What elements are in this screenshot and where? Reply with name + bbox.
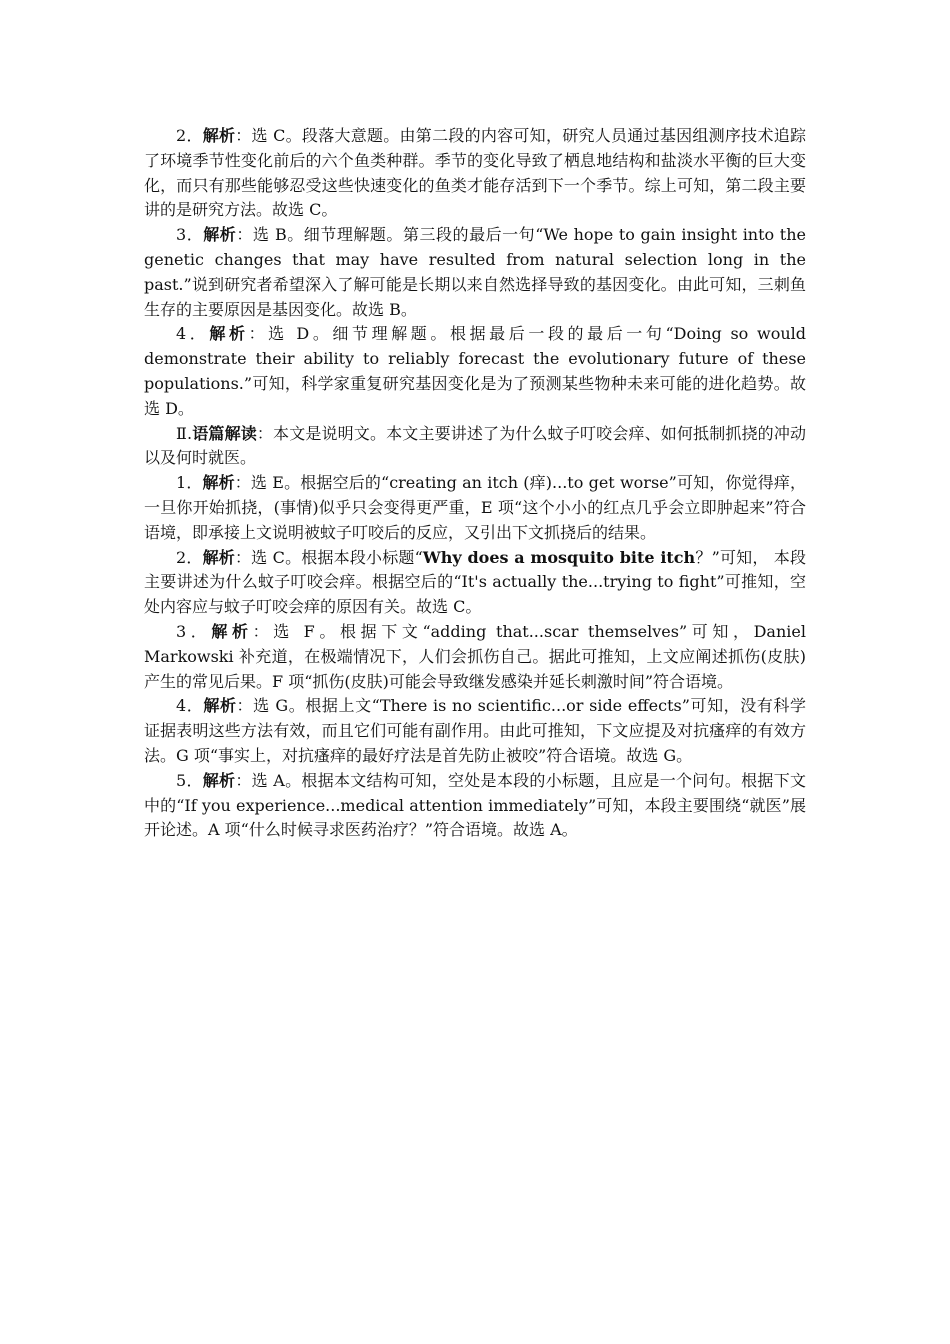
- answer-para-1-q2: [144, 124, 806, 223]
- subheading-quote: Why does a mosquito bite itch: [422, 547, 696, 567]
- analysis-text: ：选 D。细节理解题。根据最后一段的最后一句“Doing so would demonstrate their ability to reliably forecast the evolutionary future of these populations.”可知，科学家重复研究基因变化是为了预测某些物种未来可能的进化趋势。故选 D。: [144, 324, 806, 418]
- analysis-text: ：选 C。段落大意题。由第二段的内容可知，研究人员通过基因组测序技术追踪了环境季节性变化前后的六个鱼类种群。季节的变化导致了栖息地结构和盐淡水平衡的巨大变化，而只有那些能够忍受这些快速变化的鱼类才能存活到下一个季节。综上可知，第二段主要讲的是研究方法。故选 C。: [144, 126, 806, 220]
- analysis-label: 解析: [202, 547, 235, 567]
- analysis-text: ：选 E。根据空后的“creating an itch (痒)...to get worse”可知，你觉得痒，一旦你开始抓挠，(事情)似乎只会变得更严重，E 项“这个小小的红点几乎会立即肿起来”符合语境，即承接上文说明被蚊子叮咬后的反应，又引出下文抓挠后的结果。: [144, 473, 806, 542]
- analysis-label: 解析: [202, 126, 236, 145]
- analysis-text: ：选 B。细节理解题。第三段的最后一句“We hope to gain insight into the genetic changes that may have resulted from natural selection long in the past.”说到研究者希望深入了解可能是长期以来自然选择导致的基因变化。由此可知，三刺鱼生存的主要原因是基因变化。故选 B。: [144, 225, 806, 319]
- question-number: 2．: [176, 126, 203, 145]
- question-number: 1．: [176, 473, 203, 493]
- question-number: 4．: [176, 696, 204, 716]
- analysis-text: ：选 A。根据本文结构可知，空处是本段的小标题，且应是一个问句。根据下文中的“If you experience...medical attention immediately”可知，本段主要围绕“就医”展开论述。A 项“什么时候寻求医药治疗？”符合语境。故选 A。: [144, 770, 806, 840]
- question-number: 4．: [176, 324, 210, 344]
- question-number: 2．: [176, 547, 203, 567]
- answer-para-1-q3: [144, 223, 806, 322]
- section-number: Ⅱ.: [176, 423, 193, 443]
- passage-interpretation: [144, 422, 806, 472]
- analysis-text: ：选 G。根据上文“There is no scientific...or side effects”可知，没有科学证据表明这些方法有效，而且它们可能有副作用。由此可推知，下文应提及对抗瘙痒的有效方法。G 项“事实上，对抗瘙痒的最好疗法是首先防止被咬”符合语境。故选 G。: [144, 696, 806, 765]
- analysis-label: 解析: [209, 324, 249, 344]
- answer-para-2-q4: [144, 694, 806, 768]
- analysis-label: 解析: [203, 225, 237, 245]
- answer-para-2-q3: [144, 620, 806, 694]
- question-number: 3．: [176, 225, 204, 245]
- analysis-text-start: ：选 C。根据本段小标题“: [234, 547, 423, 567]
- answer-para-2-q2: [144, 546, 806, 620]
- interpretation-text: ：本文是说明文。本文主要讲述了为什么蚊子叮咬会痒、如何抵制抓挠的冲动以及何时就医。: [144, 423, 806, 468]
- analysis-label: 解析: [211, 621, 253, 641]
- analysis-text-end: ？”可知， 本段主要讲述为什么蚊子叮咬会痒。根据空后的“It's actually the...trying to fight”可推知，空处内容应与蚊子叮咬会痒的原因有关。故选 C。: [144, 547, 806, 617]
- analysis-label: 解析: [202, 473, 235, 493]
- analysis-label: 解析: [203, 696, 237, 716]
- question-number: 5．: [176, 770, 203, 790]
- question-number: 3．: [176, 621, 212, 641]
- analysis-text: ：选 F。根据下文“adding that...scar themselves”可知，Daniel Markowski 补充道，在极端情况下，人们会抓伤自己。据此可推知，上文应阐述抓伤(皮肤)产生的常见后果。F 项“抓伤(皮肤)可能会导致继发感染并延长刺激时间”符合语境。: [144, 621, 806, 691]
- answer-para-2-q1: [144, 471, 806, 545]
- answer-key-document: [144, 124, 806, 843]
- analysis-label: 解析: [202, 770, 236, 790]
- interpretation-label: 语篇解读: [192, 423, 257, 443]
- answer-para-1-q4: [144, 322, 806, 421]
- answer-para-2-q5: [144, 769, 806, 843]
